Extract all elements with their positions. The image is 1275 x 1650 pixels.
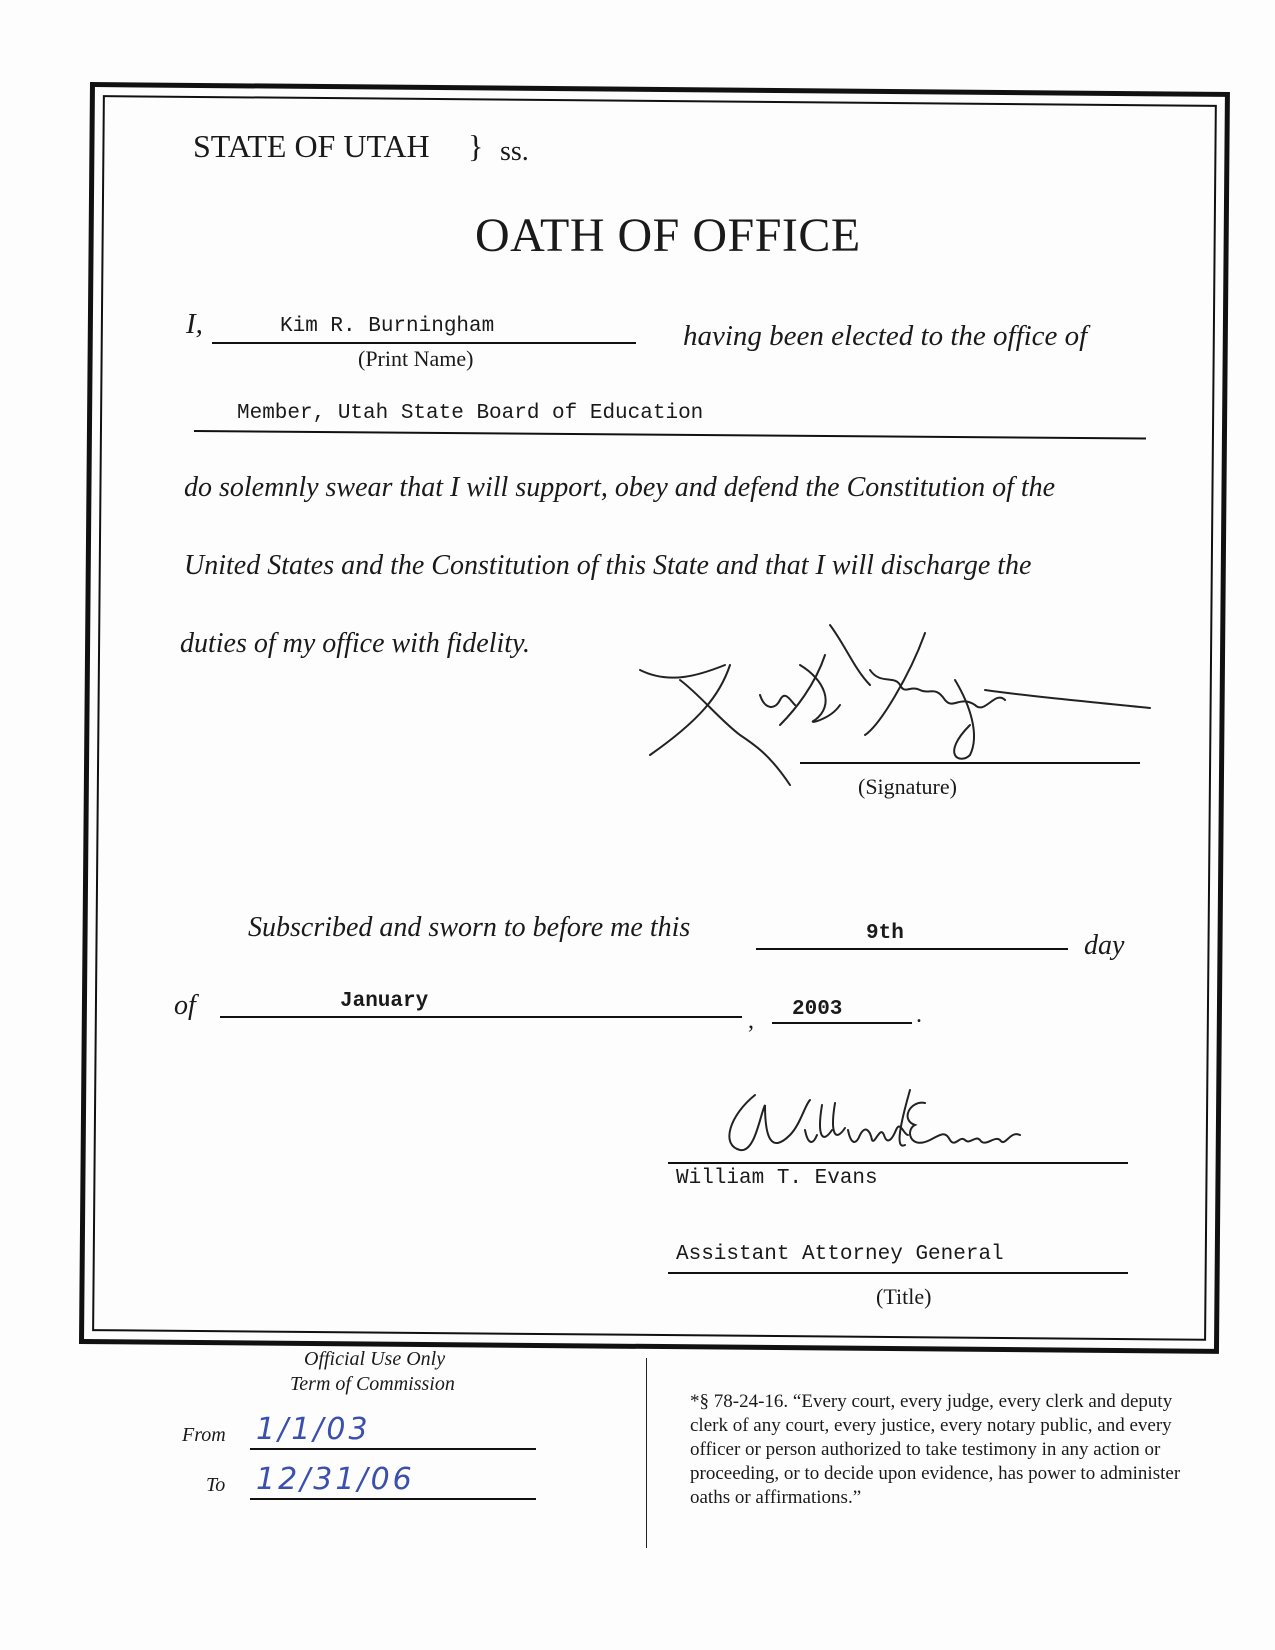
month-value: January xyxy=(340,990,429,1013)
official-signature xyxy=(710,1085,1040,1165)
term-of-commission-heading: Term of Commission xyxy=(290,1373,455,1395)
official-title-line xyxy=(668,1272,1128,1274)
from-label: From xyxy=(182,1424,226,1446)
to-value: 12/31/06 xyxy=(256,1462,415,1497)
name-line xyxy=(212,342,636,344)
oath-prefix: I, xyxy=(186,308,203,340)
ss-mark: ss. xyxy=(500,136,529,167)
official-name: William T. Evans xyxy=(676,1167,878,1190)
month-line xyxy=(220,1016,742,1018)
year-value: 2003 xyxy=(792,998,843,1021)
day-value: 9th xyxy=(866,922,904,945)
from-line xyxy=(250,1448,536,1450)
day-line xyxy=(756,948,1068,950)
oath-line-2: United States and the Constitution of this State and that I will discharge the xyxy=(184,550,1032,581)
official-title-caption: (Title) xyxy=(876,1284,932,1309)
subscribed-text: Subscribed and sworn to before me this xyxy=(248,912,691,943)
from-value: 1/1/03 xyxy=(256,1412,371,1447)
month-comma: , xyxy=(748,1008,754,1034)
brace-mark: } xyxy=(468,128,484,164)
of-label: of xyxy=(174,990,196,1021)
statute-footnote: *§ 78-24-16. “Every court, every judge, every clerk and deputy clerk of any court, every justice, every notary public, and every officer or person authorized to take testimony in any action or proceeding, or to decide upon evidence, has power to administer oaths or affirmations.” xyxy=(690,1391,1181,1508)
official-signature-line xyxy=(668,1162,1128,1164)
oath-line-3: duties of my office with fidelity. xyxy=(180,628,530,659)
signature-caption: (Signature) xyxy=(858,774,957,799)
official-use-heading: Official Use Only xyxy=(304,1348,446,1370)
footer-divider xyxy=(646,1358,647,1548)
print-name-value: Kim R. Burningham xyxy=(280,315,495,338)
official-title-value: Assistant Attorney General xyxy=(676,1243,1004,1266)
state-heading: STATE OF UTAH xyxy=(193,128,430,164)
office-value: Member, Utah State Board of Education xyxy=(237,402,704,425)
to-label: To xyxy=(206,1474,226,1496)
elected-text: having been elected to the office of xyxy=(683,320,1088,352)
oath-line-1: do solemnly swear that I will support, obey and defend the Constitution of the xyxy=(184,472,1056,503)
document-title: OATH OF OFFICE xyxy=(475,209,861,262)
signature-line xyxy=(800,762,1140,764)
year-period: . xyxy=(916,1002,922,1028)
print-name-caption: (Print Name) xyxy=(358,346,474,371)
day-label: day xyxy=(1084,930,1125,961)
to-line xyxy=(250,1498,536,1500)
year-line xyxy=(772,1022,912,1024)
